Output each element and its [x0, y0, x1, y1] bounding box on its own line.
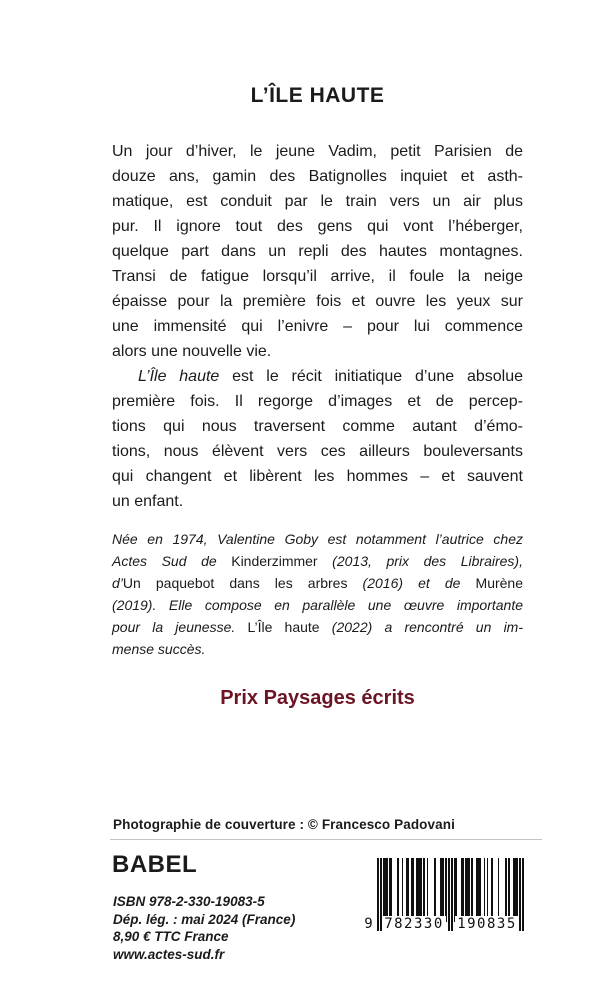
cover-photo-credit: Photographie de couverture : © Francesco Padovani [113, 817, 455, 832]
book-title: L’ÎLE HAUTE [250, 84, 385, 107]
legal-info [113, 893, 295, 963]
text-line: Actes Sud de Kinderzimmer (2013, prix des Libraires), [112, 553, 523, 569]
text-line: première fois. Il regorge d’images et de percep- [112, 393, 523, 410]
text-line: Un jour d’hiver, le jeune Vadim, petit Parisien de [112, 143, 523, 160]
text-line: épaisse pour la première fois et ouvre les yeux sur [112, 293, 523, 310]
text-line: tions qui nous traversent comme autant d’émo- [112, 418, 523, 435]
text-line: (2019). Elle compose en parallèle une œuvre importante [112, 597, 523, 613]
barcode-digit-lead: 9 [364, 916, 373, 932]
text-line: un enfant. [112, 493, 184, 510]
text-line: matique, est conduit par le train vers un air plus [112, 193, 523, 210]
price-line: 8,90 € TTC France [113, 929, 229, 944]
text-line: d’Un paquebot dans les arbres (2016) et de Murène [112, 575, 523, 591]
text-line: une immensité qui l’enivre – pour lui commence [112, 318, 523, 335]
text-line: pur. Il ignore tout des gens qui vont l’héberger, [112, 218, 523, 235]
text-line: Transi de fatigue lorsqu’il arrive, il foule la neige [112, 268, 523, 285]
barcode-digits [362, 916, 527, 936]
ean13-barcode [362, 858, 527, 948]
text-line: alors une nouvelle vie. [112, 343, 272, 360]
text-line: Née en 1974, Valentine Goby est notamment l’autrice chez [112, 531, 523, 547]
text-line: qui changent et libèrent les hommes – et sauvent [112, 468, 523, 485]
isbn-line: ISBN 978-2-330-19083-5 [113, 894, 265, 909]
text-line: tions, nous élèvent vers ces ailleurs bouleversants [112, 443, 523, 460]
text-line: L’Île haute est le récit initiatique d’une absolue [138, 368, 524, 385]
publisher-url: www.actes-sud.fr [113, 946, 225, 962]
barcode-digit-group2: 190835 [455, 916, 519, 932]
prize-label: Prix Paysages écrits [220, 687, 415, 709]
text-column [112, 0, 523, 710]
text-line: douze ans, gamin des Batignolles inquiet et asth- [112, 168, 523, 185]
divider-rule [110, 839, 542, 840]
imprint-logo: BABEL [112, 851, 198, 878]
text-line: pour la jeunesse. L’Île haute (2022) a rencontré un im- [112, 619, 524, 635]
text-line: quelque part dans un repli des hautes montagnes. [112, 243, 523, 260]
barcode-digit-group1: 782330 [382, 916, 446, 932]
deposit-line: Dép. lég. : mai 2024 (France) [113, 911, 296, 927]
text-line: mense succès. [112, 641, 206, 657]
author-bio [112, 528, 523, 660]
synopsis-paragraphs [112, 139, 523, 514]
